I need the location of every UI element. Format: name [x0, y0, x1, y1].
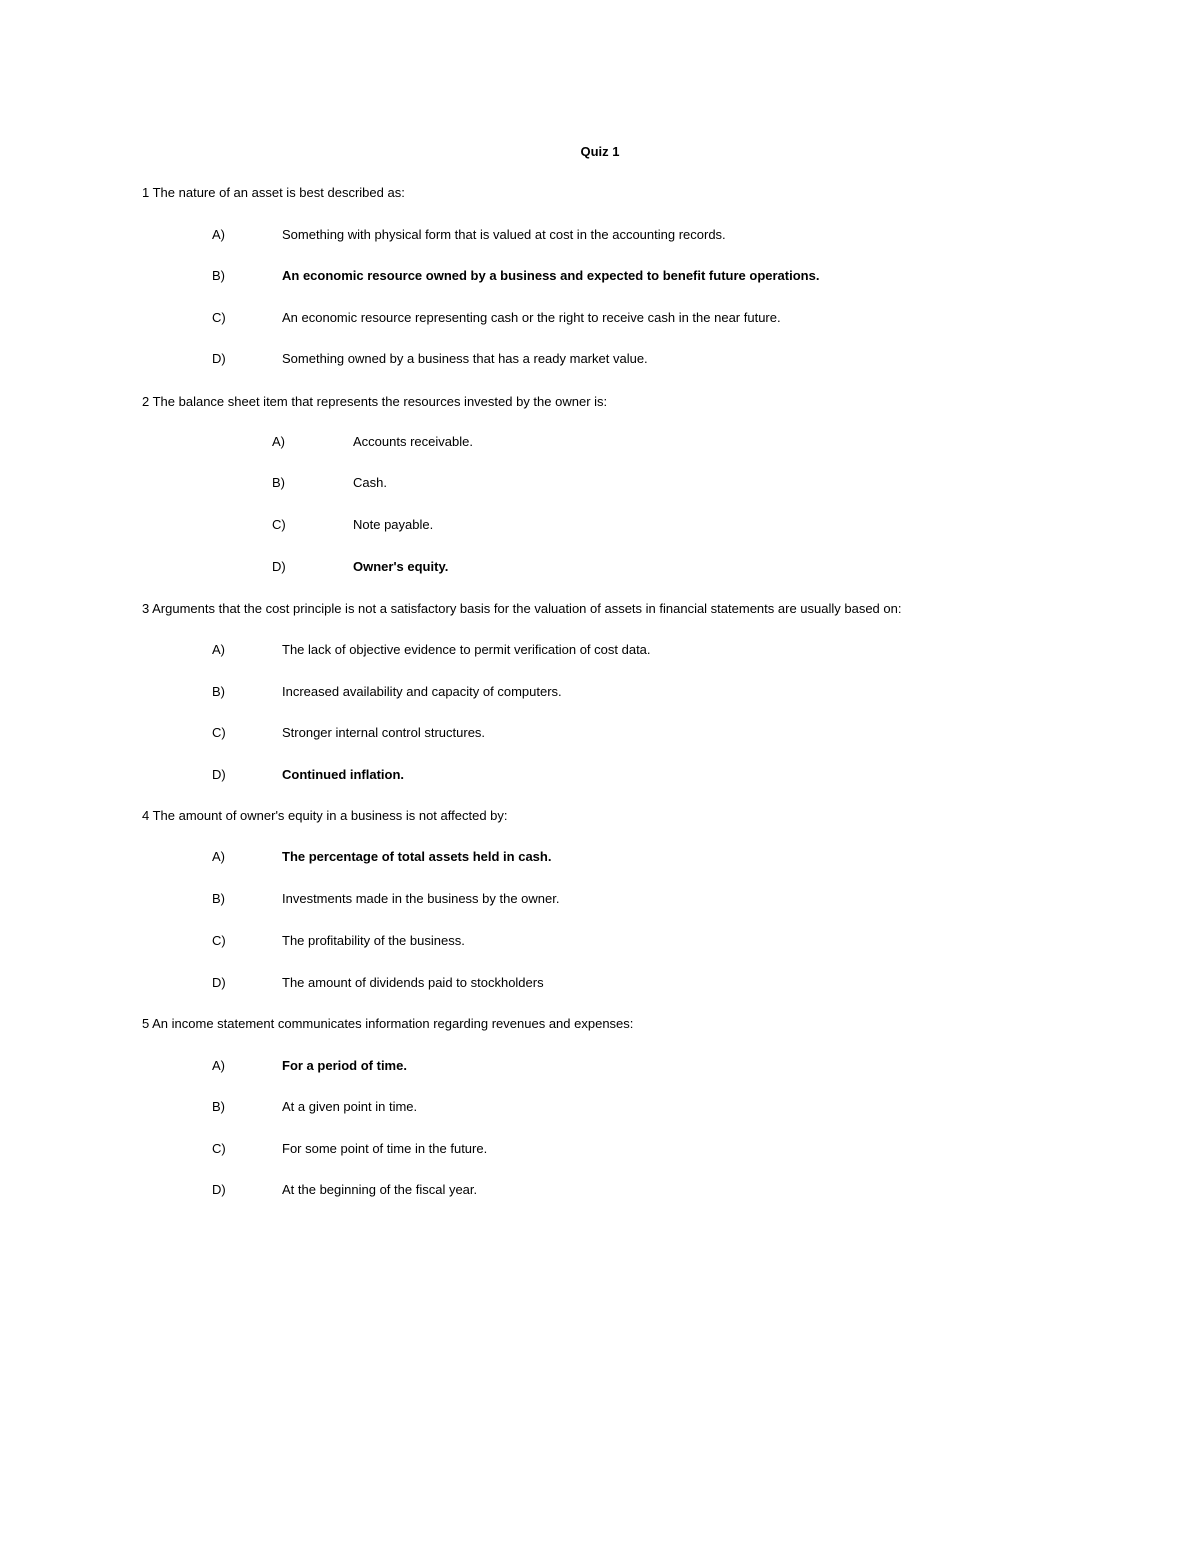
option-text: Investments made in the business by the owner. — [282, 891, 560, 906]
option-text: Owner's equity. — [353, 559, 449, 574]
option-letter: A) — [212, 1058, 225, 1073]
option-text: Something owned by a business that has a ready market value. — [282, 351, 648, 366]
option-text: An economic resource owned by a business and expected to benefit future operations. — [282, 268, 820, 283]
question-4: 4 The amount of owner's equity in a business is not affected by: — [142, 808, 508, 823]
option-letter: B) — [212, 891, 225, 906]
option-text: At the beginning of the fiscal year. — [282, 1182, 478, 1197]
option-letter: B) — [212, 1099, 225, 1114]
option-letter: D) — [272, 559, 286, 574]
option-letter: D) — [212, 351, 226, 366]
option-text: The profitability of the business. — [282, 933, 465, 948]
option-letter: C) — [212, 933, 226, 948]
option-letter: A) — [272, 434, 285, 449]
option-letter: A) — [212, 227, 225, 242]
page-title: Quiz 1 — [580, 144, 620, 159]
option-letter: A) — [212, 642, 225, 657]
option-text: The lack of objective evidence to permit verification of cost data. — [282, 642, 651, 657]
option-letter: C) — [272, 517, 286, 532]
option-text: For a period of time. — [282, 1058, 407, 1073]
option-letter: C) — [212, 1141, 226, 1156]
option-letter: D) — [212, 975, 226, 990]
option-text: An economic resource representing cash or the right to receive cash in the near future. — [282, 310, 781, 325]
option-letter: B) — [272, 475, 285, 490]
option-text: For some point of time in the future. — [282, 1141, 488, 1156]
option-text: The percentage of total assets held in cash. — [282, 849, 552, 864]
option-text: Cash. — [353, 475, 387, 490]
option-letter: A) — [212, 849, 225, 864]
option-letter: D) — [212, 1182, 226, 1197]
option-letter: B) — [212, 268, 225, 283]
option-letter: C) — [212, 725, 226, 740]
option-text: At a given point in time. — [282, 1099, 418, 1114]
question-3: 3 Arguments that the cost principle is not a satisfactory basis for the valuation of assets in financial statements are usually based on: — [142, 601, 902, 616]
option-text: Note payable. — [353, 517, 434, 532]
option-letter: D) — [212, 767, 226, 782]
question-5: 5 An income statement communicates information regarding revenues and expenses: — [142, 1016, 634, 1031]
option-text: Accounts receivable. — [353, 434, 473, 449]
option-text: Stronger internal control structures. — [282, 725, 486, 740]
option-letter: C) — [212, 310, 226, 325]
option-text: Continued inflation. — [282, 767, 405, 782]
question-1: 1 The nature of an asset is best described as: — [142, 185, 405, 200]
option-text: Something with physical form that is valued at cost in the accounting records. — [282, 227, 726, 242]
option-text: Increased availability and capacity of computers. — [282, 684, 562, 699]
option-text: The amount of dividends paid to stockholders — [282, 975, 544, 990]
option-letter: B) — [212, 684, 225, 699]
question-2: 2 The balance sheet item that represents the resources invested by the owner is: — [142, 394, 608, 409]
